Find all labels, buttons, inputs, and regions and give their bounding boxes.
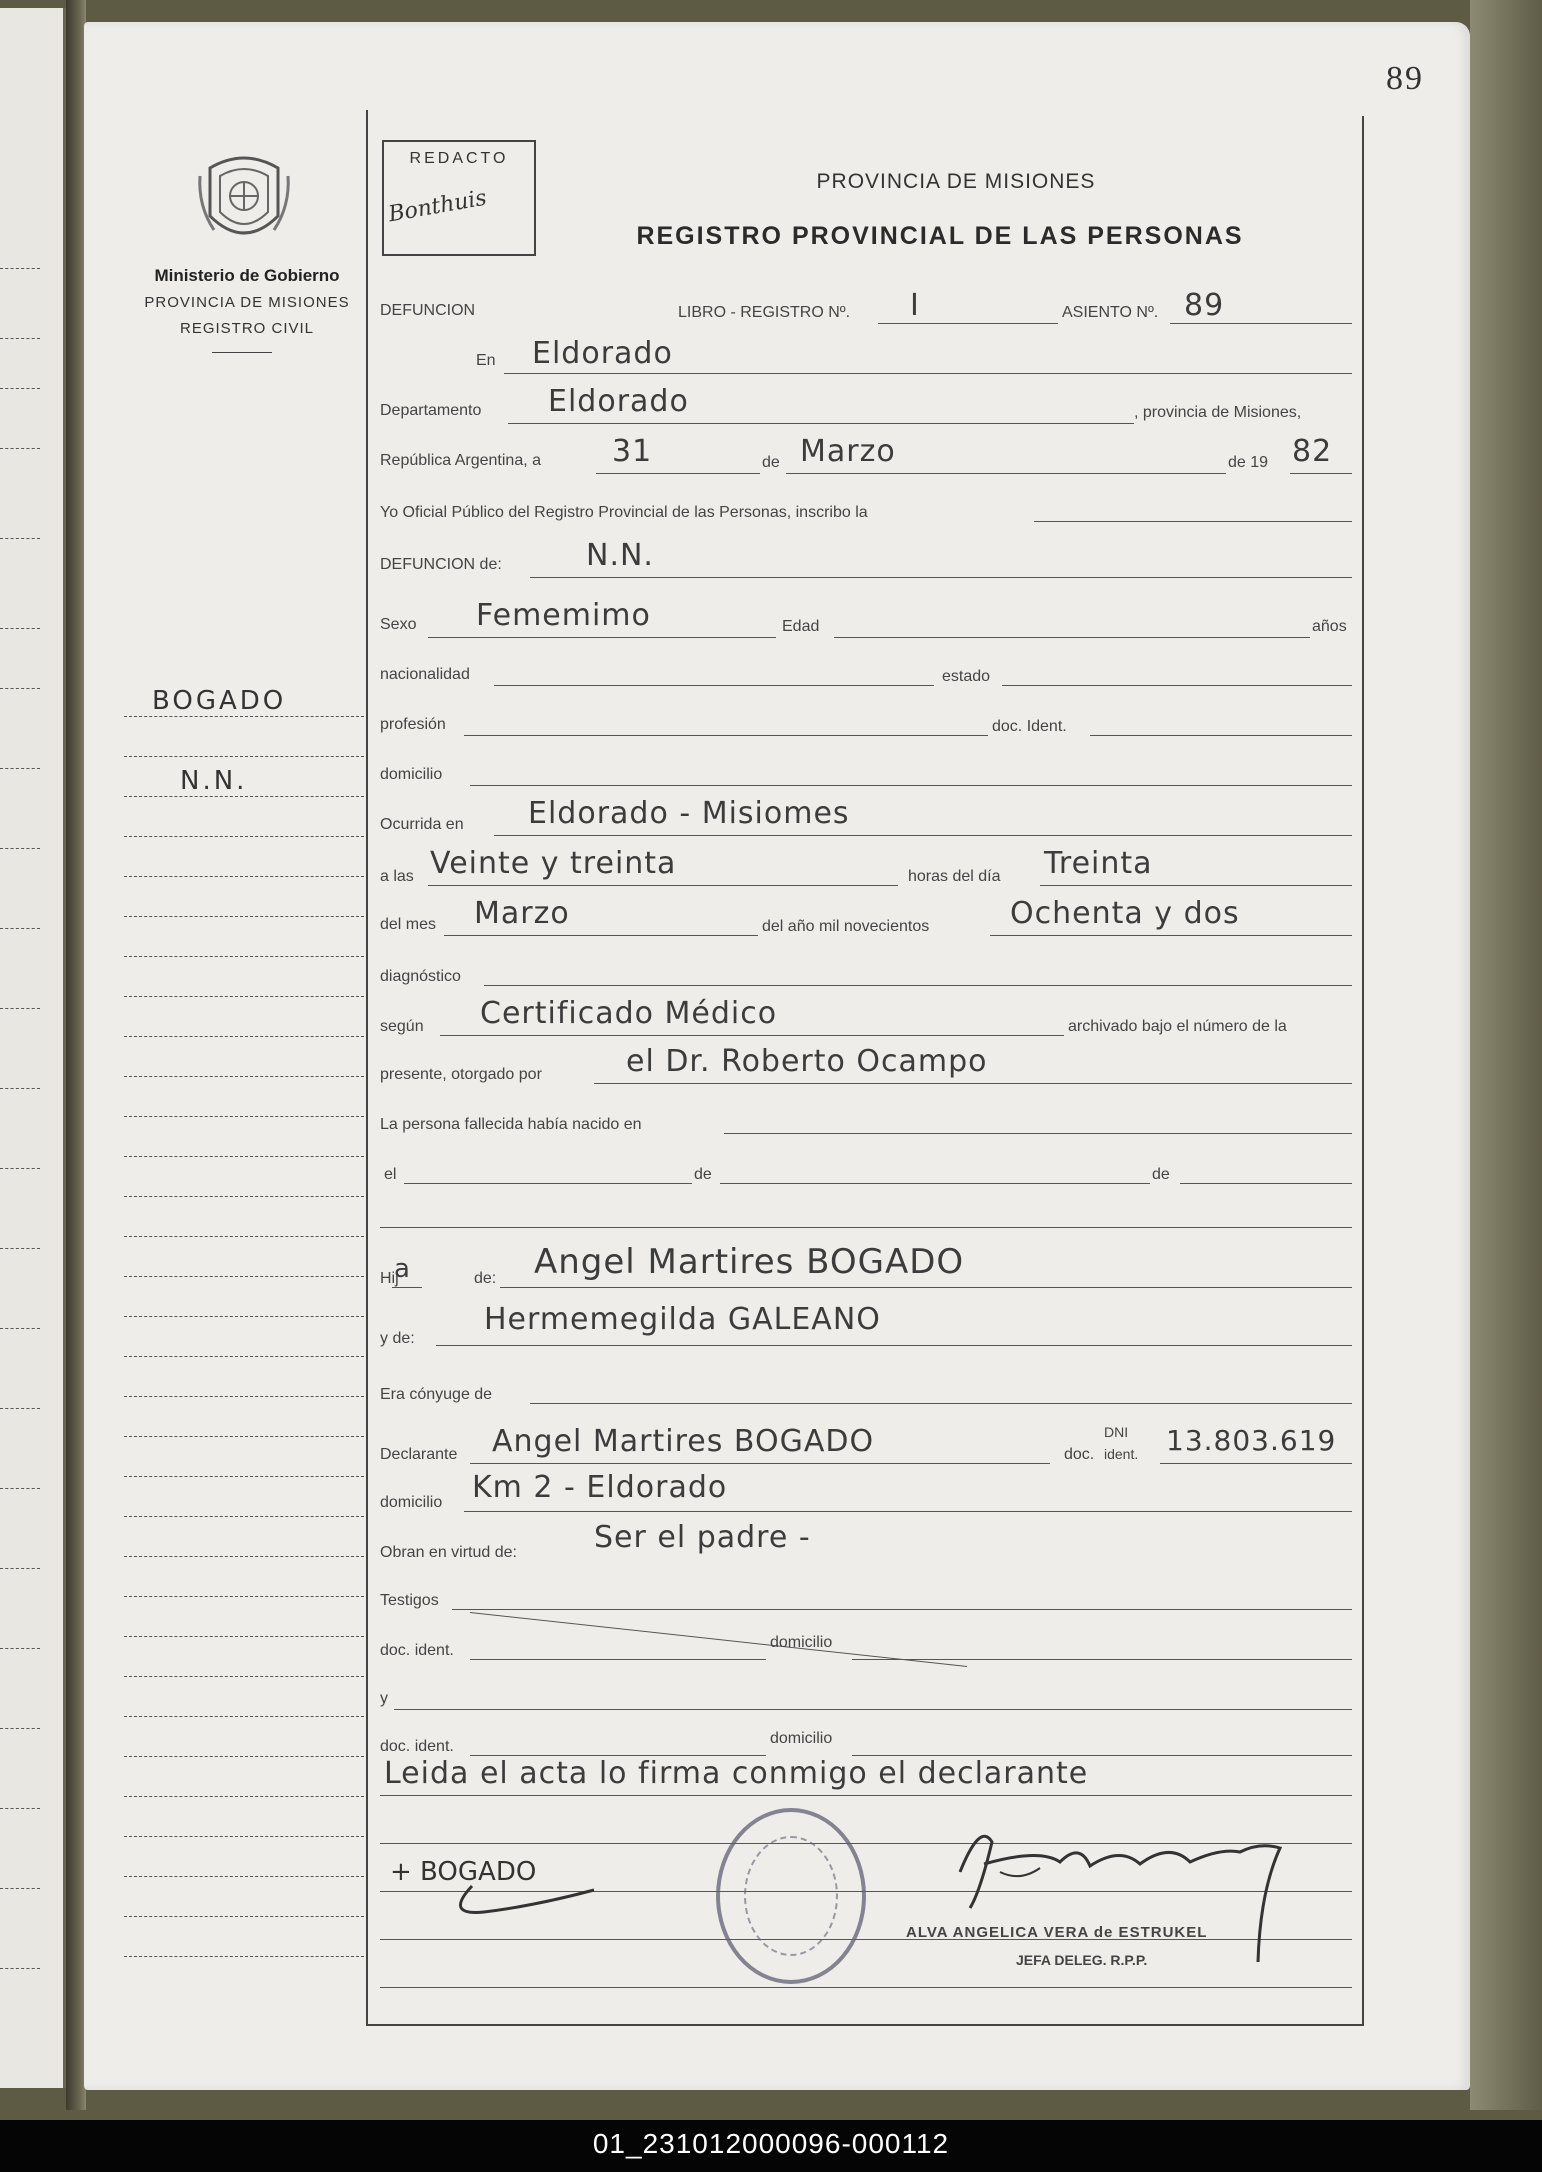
- margin-line: [124, 1516, 364, 1517]
- margin-line: [124, 1756, 364, 1757]
- de2-field: [1180, 1154, 1352, 1184]
- del-anio-label: del año mil novecientos: [762, 918, 930, 935]
- ruled-line: [0, 1248, 40, 1249]
- margin-line: [124, 1036, 364, 1037]
- archivado-label: archivado bajo el número de la: [1068, 1018, 1287, 1035]
- libro-field: [878, 292, 1058, 324]
- anio-value: 82: [1292, 434, 1333, 469]
- declarant-signature-text: + BOGADO: [390, 1857, 537, 1887]
- image-filename: 01_231012000096-000112: [592, 2128, 950, 2159]
- margin-line: [124, 1196, 364, 1197]
- hora-value: Veinte y treinta: [430, 846, 677, 881]
- margin-given-name: N.N.: [180, 766, 248, 796]
- madre-value: Hermemegilda GALEANO: [484, 1302, 881, 1337]
- ruled-line: [0, 388, 40, 389]
- ident-decl-label: ident.: [1104, 1446, 1139, 1462]
- ruled-line: [0, 1568, 40, 1569]
- ruled-line: [0, 628, 40, 629]
- anios-label: años: [1312, 618, 1347, 635]
- ruled-line: [0, 1088, 40, 1089]
- ruled-line: [0, 1888, 40, 1889]
- doc-decl-label: doc.: [1064, 1446, 1095, 1463]
- ruled-line: [0, 1488, 40, 1489]
- stamp-inner-ring: [744, 1836, 838, 1956]
- doc-ident-label: doc. Ident.: [992, 718, 1067, 735]
- margin-line: [124, 1876, 364, 1877]
- margin-line: [124, 956, 364, 957]
- en-label: En: [476, 352, 496, 369]
- departamento-value: Eldorado: [548, 384, 689, 419]
- margin-line: [124, 1116, 364, 1117]
- hijo-label: Hij: [380, 1270, 399, 1287]
- margin-line: [124, 1676, 364, 1677]
- ruled-line: [0, 338, 40, 339]
- form-left-border: [366, 110, 368, 2026]
- ruled-line: [0, 688, 40, 689]
- estado-field: [1002, 656, 1352, 686]
- official-signature: [940, 1812, 1300, 1972]
- segun-value: Certificado Médico: [480, 996, 778, 1031]
- hijo-suffix: a: [394, 1254, 411, 1284]
- margin-line: [124, 996, 364, 997]
- margin-line: [124, 1156, 364, 1157]
- margin-line: [124, 1556, 364, 1557]
- de-anio-label: de 19: [1228, 454, 1269, 471]
- obran-label: Obran en virtud de:: [380, 1544, 517, 1561]
- ruled-line: [0, 538, 40, 539]
- margin-surname: BOGADO: [152, 686, 287, 716]
- ruled-line: [0, 928, 40, 929]
- doc-ident2-label: doc. ident.: [380, 1738, 454, 1755]
- domicilio1-label: domicilio: [770, 1634, 833, 1651]
- conyuge-field: [530, 1372, 1352, 1404]
- ruled-line: [0, 268, 40, 269]
- ruled-line: [0, 1808, 40, 1809]
- estado-label: estado: [942, 668, 991, 685]
- de-mes-label: de: [762, 454, 780, 471]
- margin-line: [124, 716, 364, 717]
- ruled-line: [0, 1168, 40, 1169]
- margin-line: [124, 1596, 364, 1597]
- margin-line: [124, 836, 364, 837]
- ruled-line: [0, 1408, 40, 1409]
- blank-line: [380, 1196, 1352, 1228]
- ruled-line: [0, 848, 40, 849]
- margin-line: [124, 1076, 364, 1077]
- a-las-label: a las: [380, 868, 414, 885]
- ministry-title: Ministerio de Gobierno: [154, 266, 340, 285]
- asiento-value: 89: [1184, 288, 1225, 323]
- margin-line: [124, 1436, 364, 1437]
- dni-label: DNI: [1104, 1424, 1129, 1440]
- divider: [212, 352, 272, 353]
- el-label: el: [384, 1166, 397, 1183]
- de1-label: de: [694, 1166, 712, 1183]
- dni-value: 13.803.619: [1166, 1424, 1337, 1457]
- province-title: PROVINCIA DE MISIONES: [816, 170, 1096, 193]
- departamento-label: Departamento: [380, 402, 482, 419]
- y-de-label: y de:: [380, 1330, 415, 1347]
- official-name: ALVA ANGELICA VERA de ESTRUKEL: [906, 1924, 1208, 1941]
- oficial-label: Yo Oficial Público del Registro Provincial de las Personas, inscribo la: [380, 504, 868, 521]
- leida-value: Leida el acta lo firma conmigo el declarante: [384, 1756, 1089, 1791]
- domicilio1-field: [852, 1630, 1352, 1660]
- defuncion-de-label: DEFUNCION de:: [380, 556, 502, 573]
- en-value: Eldorado: [532, 336, 673, 371]
- page-number: 89: [1386, 60, 1424, 97]
- margin-line: [124, 1236, 364, 1237]
- margin-line: [124, 1476, 364, 1477]
- margin-line: [124, 1276, 364, 1277]
- form-right-border: [1362, 116, 1364, 2026]
- margin-line: [124, 1716, 364, 1717]
- doc-ident1-label: doc. ident.: [380, 1642, 454, 1659]
- margin-line: [124, 1836, 364, 1837]
- testigos-label: Testigos: [380, 1592, 439, 1609]
- book-edge: [1470, 0, 1542, 2110]
- conyuge-label: Era cónyuge de: [380, 1386, 493, 1403]
- domicilio-decl-label: domicilio: [380, 1494, 443, 1511]
- ruled-line: [0, 1008, 40, 1009]
- dia-letras-value: Treinta: [1044, 846, 1153, 881]
- ruled-line: [0, 1648, 40, 1649]
- margin-line: [124, 1796, 364, 1797]
- anio-letras-value: Ochenta y dos: [1010, 896, 1240, 931]
- nacido-label: La persona fallecida había nacido en: [380, 1116, 642, 1133]
- domicilio2-label: domicilio: [770, 1730, 833, 1747]
- segun-label: según: [380, 1018, 424, 1035]
- edad-field: [834, 606, 1310, 638]
- nombre-value: N.N.: [586, 538, 654, 573]
- sexo-label: Sexo: [380, 616, 417, 633]
- nacionalidad-label: nacionalidad: [380, 666, 470, 683]
- libro-label: LIBRO - REGISTRO Nº.: [678, 304, 851, 321]
- ruled-line: [0, 1968, 40, 1969]
- sexo-value: Fememimo: [476, 598, 651, 633]
- declarant-signature: [384, 1846, 630, 1922]
- edad-label: Edad: [782, 618, 820, 635]
- obran-value: Ser el padre -: [594, 1520, 811, 1555]
- de1-field: [720, 1154, 1150, 1184]
- ruled-line: [0, 448, 40, 449]
- diagnostico-label: diagnóstico: [380, 968, 461, 985]
- margin-line: [124, 756, 364, 757]
- book-gutter: [66, 0, 86, 2110]
- otorgado-value: el Dr. Roberto Ocampo: [626, 1044, 988, 1079]
- margin-line: [124, 1956, 364, 1957]
- margin-line: [124, 1316, 364, 1317]
- ministry-office: REGISTRO CIVIL: [179, 320, 315, 337]
- margin-line: [124, 796, 364, 797]
- declarante-value: Angel Martires BOGADO: [492, 1424, 875, 1459]
- ministry-province: PROVINCIA DE MISIONES: [144, 294, 350, 311]
- doc-ident2-field: [470, 1726, 766, 1756]
- margin-line: [124, 1636, 364, 1637]
- asiento-label: ASIENTO Nº.: [1062, 304, 1159, 321]
- lugar-value: Eldorado - Misiomes: [528, 796, 850, 831]
- official-stamp: [716, 1808, 866, 1984]
- official-title: JEFA DELEG. R.P.P.: [1016, 1952, 1148, 1968]
- province-seal-icon: [196, 146, 292, 252]
- diagnostico-field: [484, 954, 1352, 986]
- padre-de-label: de:: [474, 1270, 497, 1287]
- y-label: y: [380, 1690, 388, 1707]
- provincia-label: , provincia de Misiones,: [1134, 404, 1302, 421]
- hijo-suffix-field: [392, 1262, 422, 1288]
- ruled-line: [0, 768, 40, 769]
- y-field: [394, 1680, 1352, 1710]
- del-mes-label: del mes: [380, 916, 437, 933]
- margin-line: [124, 876, 364, 877]
- republica-label: República Argentina, a: [380, 452, 541, 469]
- form-bottom-border: [366, 2024, 1364, 2026]
- redacto-box: [382, 140, 536, 256]
- profesion-label: profesión: [380, 716, 446, 733]
- defuncion-label: DEFUNCION: [380, 302, 476, 319]
- profesion-field: [464, 706, 988, 736]
- registry-title: REGISTRO PROVINCIAL DE LAS PERSONAS: [636, 222, 1244, 250]
- margin-line: [124, 1916, 364, 1917]
- margin-line: [124, 1356, 364, 1357]
- domicilio-field: [470, 756, 1352, 786]
- dia-value: 31: [612, 434, 653, 469]
- de2-label: de: [1152, 1166, 1170, 1183]
- mes-value: Marzo: [800, 434, 896, 469]
- redacto-label: REDACTO: [409, 150, 509, 167]
- oficial-field: [1034, 494, 1352, 522]
- horas-label: horas del día: [908, 868, 1001, 885]
- presente-label: presente, otorgado por: [380, 1066, 542, 1083]
- left-facing-page: [0, 8, 66, 2088]
- ocurrida-label: Ocurrida en: [380, 816, 464, 833]
- domicilio-label: domicilio: [380, 766, 443, 783]
- ruled-line: [0, 1328, 40, 1329]
- declarante-label: Declarante: [380, 1446, 458, 1463]
- margin-line: [124, 916, 364, 917]
- testigos-field: [452, 1580, 1352, 1610]
- margin-line: [124, 1396, 364, 1397]
- libro-value: I: [910, 288, 920, 323]
- domicilio2-field: [852, 1726, 1352, 1756]
- nacionalidad-field: [494, 656, 934, 686]
- doc-ident-field: [1090, 706, 1352, 736]
- el-field: [404, 1154, 692, 1184]
- padre-value: Angel Martires BOGADO: [534, 1242, 965, 1282]
- ruled-line: [0, 1728, 40, 1729]
- redacto-name: Bonthuis: [386, 185, 489, 228]
- domicilio-decl-value: Km 2 - Eldorado: [472, 1470, 728, 1505]
- doc-ident1-field: [470, 1630, 766, 1660]
- mes-letras-value: Marzo: [474, 896, 570, 931]
- nacido-field: [724, 1104, 1352, 1134]
